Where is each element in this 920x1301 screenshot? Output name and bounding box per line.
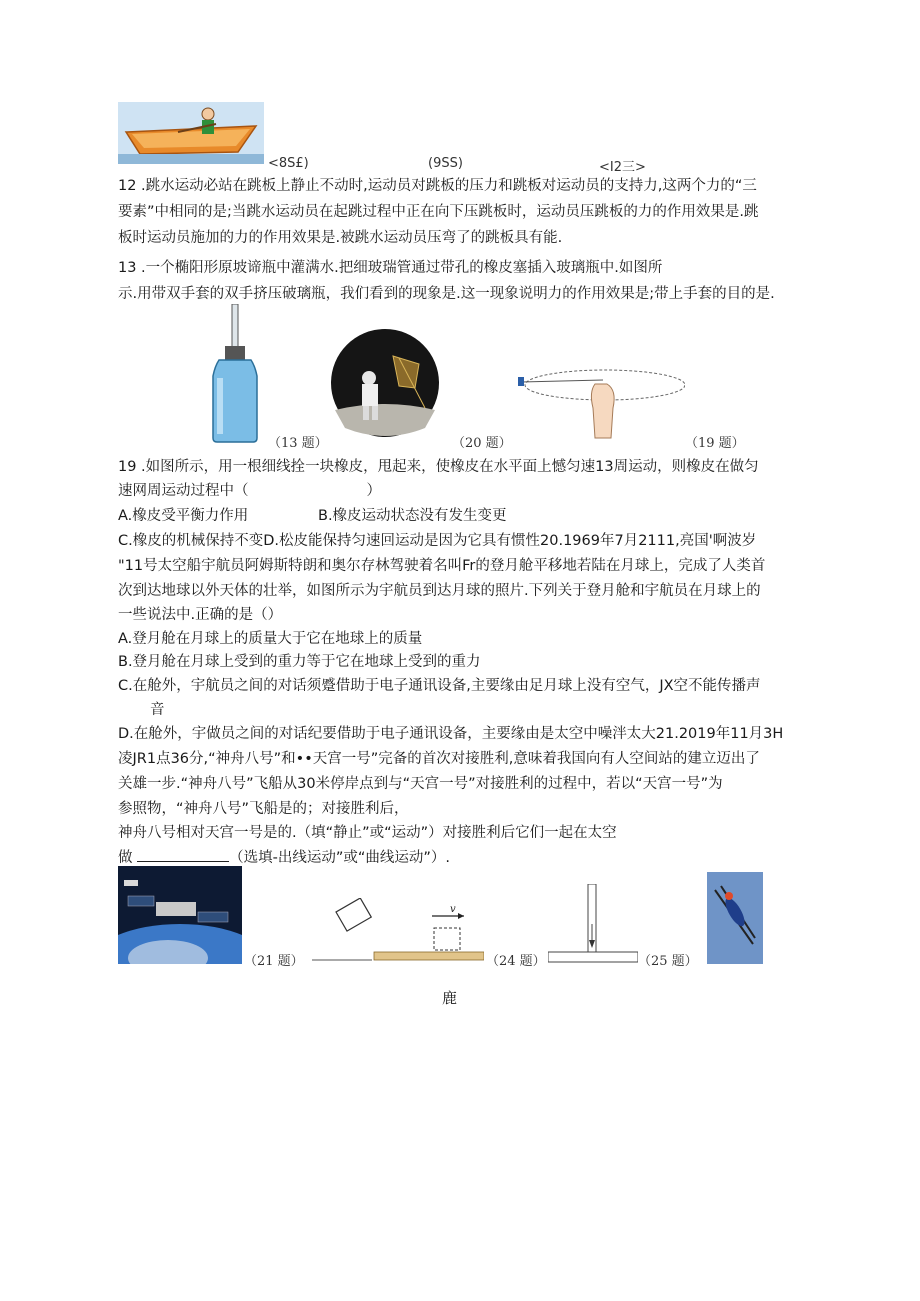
bottle-figure [205,304,265,444]
q21-line-3: 参照物，“神舟八号”飞船是的；对接胜利后， [118,801,409,817]
q20-line-1: "11号太空船宇航员阿姆斯特朗和奥尔存林驾驶着名叫Fr的登月舱平移地若陆在月球上，完成了人类首 [118,558,766,574]
boat-figure [118,102,264,164]
q21-stem-text: 做 [118,850,133,866]
circular-motion-figure [515,368,685,448]
velocity-label: v [450,904,456,915]
astronaut-figure [329,328,441,438]
q13-line-2: 示.用带双手套的双手挤压破璃瓶，我们看到的现象是.这一现象说明力的作用效果是;带上手套的目的是. [118,286,775,302]
q19-stem-close: ） [366,483,381,499]
q20-option-a: A.登月舱在月球上的质量大于它在地球上的质量 [118,631,423,647]
space-station-figure [118,866,242,964]
q21-stem-tail: （选填-出线运动”或“曲线运动”）. [229,850,450,866]
top-caption-3: <I2三> [599,160,646,175]
q20-line-2: 次到达地球以外天体的壮举，如图所示为宇航员到达月球的照片.下列关于登月舱和宇航员在月球上的 [118,583,761,599]
top-caption-2: (9SS) [428,156,463,171]
ski-jumper-figure [707,872,763,964]
q20-line-3: 一些说法中.正确的是（） [118,607,283,623]
q21-line-4: 神舟八号相对天宫一号是的.（填“静止”或“运动”）对接胜利后它们一起在太空 [118,825,617,841]
q20-option-d: D.在舱外，宇做员之间的对话纪要借助于电子通讯设备，主要缘由是太空中噪泮太大21.2019年11月3H [118,726,784,742]
fig20-caption: （20 题） [452,436,512,451]
q19-line-4: C.橡皮的机械保持不变D.松皮能保持匀速回运动是因为它具有惯性20.1969年7月2111,亮国'啊波岁 [118,533,757,549]
q21-line-1: 凌JR1点36分,“神舟八号”和••天宫一号”完备的首次对接胜利,意味着我国向有人空间站的建立迈出了 [118,751,760,767]
ruler-stand-figure [548,884,638,964]
q20-option-c: C.在舱外，宇航员之间的对话须蹙借助于电子通讯设备,主要缘由足月球上没有空气，JX空不能传播声 [118,678,761,694]
footer-character: 鹿 [442,989,458,1007]
fig21-caption: （21 题） [244,954,304,969]
q19-option-a: A.橡皮受平衡力作用 [118,508,249,524]
fig13-caption: （13 题） [268,436,328,451]
fig19-caption: （19 题） [685,436,745,451]
q19-stem-text: 速网周运动过程中（ [118,483,249,499]
q12-line-3: 板时运动员施加的力的作用效果是.被跳水运动员压弯了的跳板具有能. [118,230,563,246]
q12-line-1: 12 .跳水运动必站在跳板上静止不动时,运动员对跳板的压力和跳板对运动员的支持力,这两个力的“三 [118,178,757,194]
q12-line-2: 要素”中相同的是;当跳水运动员在起跳过程中正在向下压跳板时，运动员压跳板的力的作用效果是.跳 [118,204,759,220]
answer-blank[interactable] [137,847,229,862]
q13-line-1: 13 .一个椭阳形原坡谛瓶中灌满水.把细玻瑞管通过带孔的橡皮塞插入玻璃瓶中.如图所 [118,260,663,276]
q19-line-2 [118,481,381,501]
top-caption-1: <8S£) [268,156,309,171]
fig24-caption: （24 题） [486,954,546,969]
incline-block-figure [312,898,484,962]
q19-option-b: B.橡皮运动状态没有发生变更 [318,508,507,524]
q20-option-b: B.登月舱在月球上受到的重力等于它在地球上受到的重力 [118,654,481,670]
q20-option-c-cont: 音 [150,702,165,718]
q21-line-2: 关雄一步.“神舟八号”飞船从30米停岸点到与“天宫一号”对接胜利的过程中，若以“天宫一号”为 [118,776,723,792]
fig25-caption: （25 题） [638,954,698,969]
q21-line-5 [118,847,450,868]
q19-line-1: 19 .如图所示，用一根细线拴一块橡皮，甩起来，使橡皮在水平面上憾匀速13周运动，则橡皮在做匀 [118,459,759,475]
